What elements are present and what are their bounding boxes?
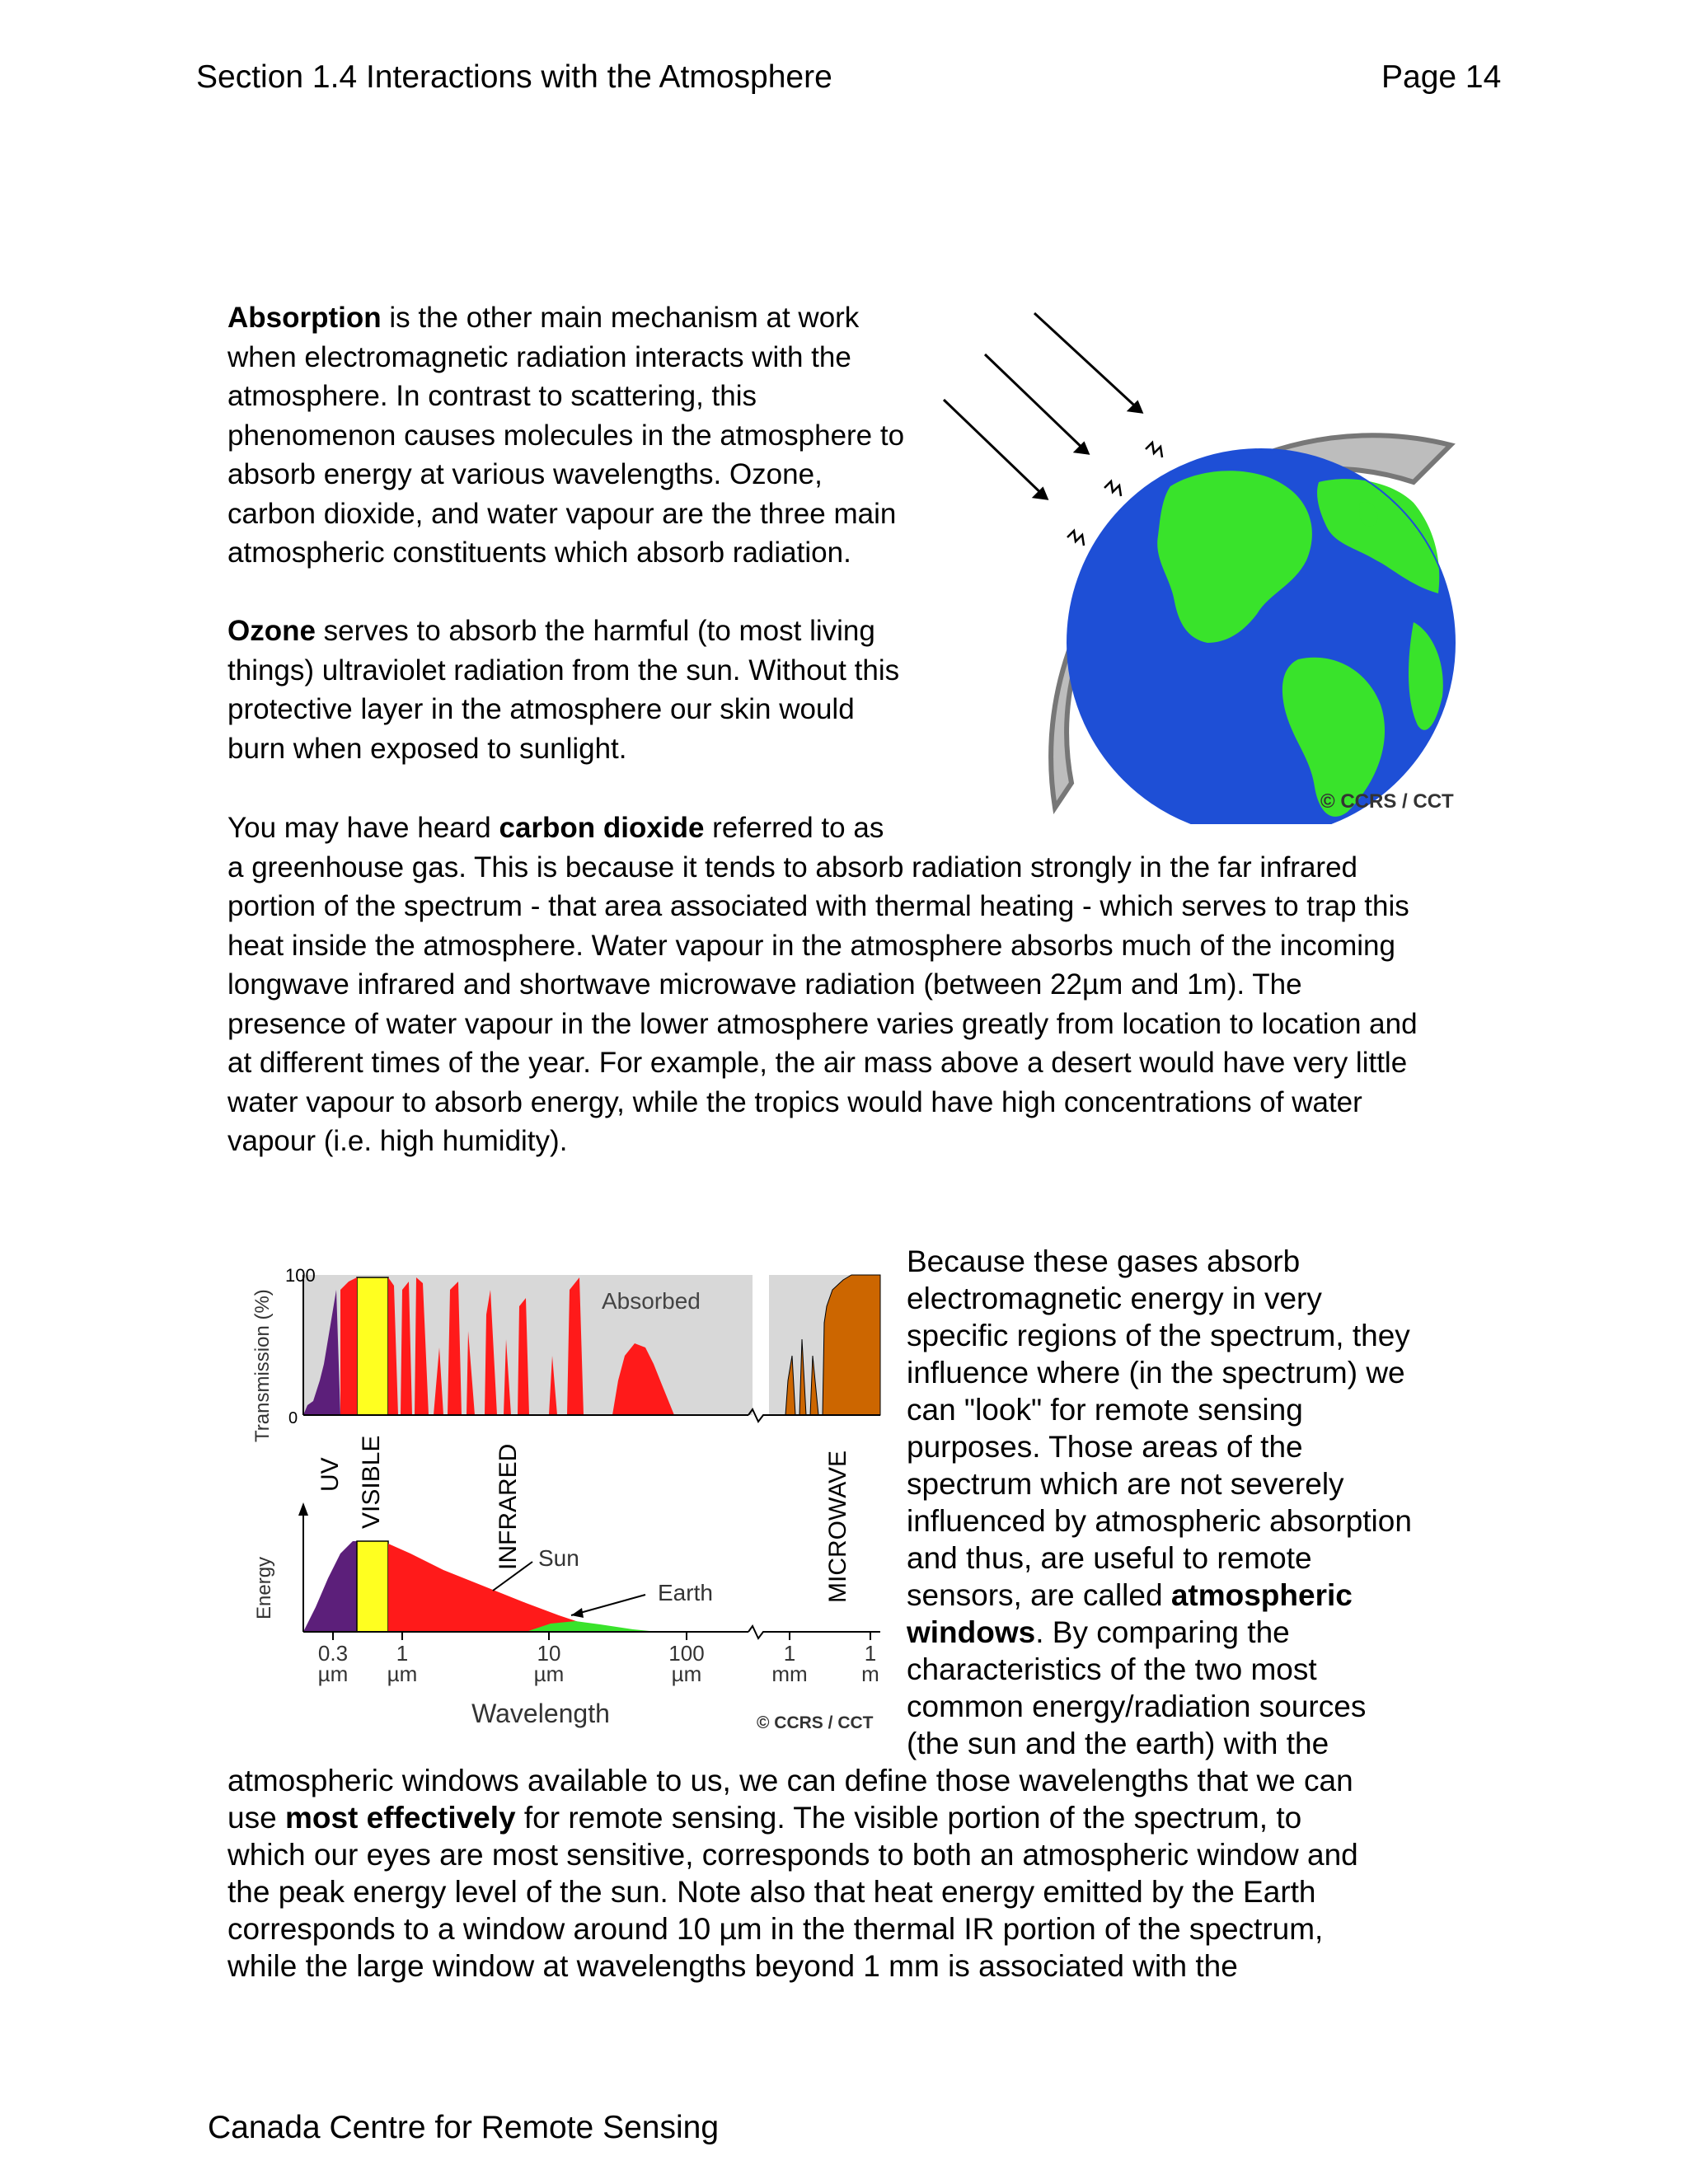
x-tick-unit: m — [861, 1661, 879, 1686]
windows-use-tail: for remote sensing. The visible portion of the spectrum, to — [515, 1801, 1302, 1835]
band-label-visible: VISIBLE — [358, 1435, 385, 1529]
windows-full-text — [227, 1762, 1358, 1985]
windows-line: and thus, are useful to remote — [907, 1541, 1312, 1575]
absorption-line: atmosphere. In contrast to scattering, this — [227, 380, 757, 412]
x-tick-unit: µm — [671, 1661, 702, 1686]
term-windows: windows — [907, 1615, 1036, 1649]
term-atmospheric: atmospheric — [1170, 1578, 1353, 1612]
co2-term: carbon dioxide — [499, 812, 705, 844]
ozone-line: things) ultraviolet radiation from the sun. Without this — [227, 654, 900, 687]
co2-line: at different times of the year. For example, the air mass above a desert would have very little — [227, 1047, 1408, 1079]
windows-line: influenced by atmospheric absorption — [907, 1504, 1412, 1538]
band-label-infrared: INFRARED — [495, 1443, 522, 1570]
sun-curve-visible — [357, 1541, 388, 1632]
y-axis-label-energy: Energy — [253, 1556, 275, 1619]
co2-tail: referred to as — [704, 812, 884, 844]
windows-full-line: atmospheric windows available to us, we can define those wavelengths that we can — [227, 1764, 1353, 1797]
absorption-line: is the other main mechanism at work — [381, 302, 860, 334]
term-most-effectively: most effectively — [284, 1801, 516, 1835]
absorption-paragraph — [227, 298, 904, 573]
windows-line-lead: sensors, are called — [907, 1578, 1171, 1612]
sun-label: Sun — [538, 1545, 579, 1571]
windows-line: electromagnetic energy in very — [907, 1282, 1322, 1315]
ozone-paragraph — [227, 612, 899, 768]
co2-line: water vapour to absorb energy, while the tropics would have high concentrations of water — [227, 1085, 1362, 1118]
x-tick-unit: µm — [317, 1661, 349, 1686]
x-tick-unit: mm — [771, 1661, 808, 1686]
ozone-line: serves to absorb the harmful (to most living — [315, 615, 875, 647]
absorption-line: when electromagnetic radiation interacts with the — [227, 340, 851, 373]
footer-organization: Canada Centre for Remote Sensing — [208, 2110, 720, 2145]
co2-line: heat inside the atmosphere. Water vapour in the atmosphere absorbs much of the incoming — [227, 929, 1395, 962]
x-tick-unit: µm — [533, 1661, 565, 1686]
co2-paragraph — [227, 808, 1418, 1161]
windows-full-line: corresponds to a window around 10 µm in the thermal IR portion of the spectrum, — [227, 1912, 1324, 1946]
spectrum-figure — [246, 1240, 889, 1751]
ozone-line: protective layer in the atmosphere our skin would — [227, 693, 855, 725]
earth-figure-credit: © CCRS / CCT — [1320, 790, 1454, 813]
absorption-term: Absorption — [227, 302, 382, 334]
co2-line: portion of the spectrum - that area associated with thermal heating - which serves to trap this — [227, 890, 1409, 922]
x-tick-top: 1 — [396, 1641, 409, 1666]
transmission-visible — [357, 1277, 388, 1415]
windows-full-line: while the large window at wavelengths beyond 1 mm is associated with the — [227, 1949, 1238, 1983]
windows-line: characteristics of the two most — [907, 1652, 1317, 1686]
band-label-uv: UV — [316, 1457, 344, 1492]
co2-line: longwave infrared and shortwave microwave radiation (between 22µm and 1m). The — [227, 968, 1302, 1001]
x-tick-unit: µm — [387, 1661, 418, 1686]
x-tick-labels — [318, 1641, 879, 1686]
absorption-line: carbon dioxide, and water vapour are the three main — [227, 497, 897, 530]
y-axis-label-transmission: Transmission (%) — [251, 1289, 274, 1442]
radiation-arrows — [944, 313, 1142, 499]
page-number: Page 14 — [1381, 59, 1502, 95]
windows-full-line: which our eyes are most sensitive, corresponds to both an atmospheric window and — [227, 1838, 1358, 1872]
absorption-line: phenomenon causes molecules in the atmosphere to — [227, 419, 905, 452]
co2-line: vapour (i.e. high humidity). — [227, 1125, 568, 1157]
windows-line: Because these gases absorb — [907, 1244, 1301, 1278]
spectrum-figure-credit: © CCRS / CCT — [757, 1713, 874, 1732]
x-tick-top: 10 — [537, 1641, 561, 1666]
sun-curve-uv — [303, 1541, 357, 1632]
windows-line: influence where (in the spectrum) we — [907, 1356, 1405, 1390]
x-tick-top: 0.3 — [317, 1641, 349, 1666]
windows-line: purposes. Those areas of the — [907, 1430, 1303, 1464]
absorbed-label: Absorbed — [602, 1288, 701, 1314]
section-title: Section 1.4 Interactions with the Atmosphere — [196, 59, 832, 95]
co2-lead: You may have heard — [227, 812, 499, 844]
x-axis-title: Wavelength — [471, 1699, 610, 1728]
y-tick-100: 100 — [285, 1265, 316, 1286]
ozone-term: Ozone — [227, 615, 316, 647]
windows-line: spectrum which are not severely — [907, 1467, 1344, 1501]
earth-atmosphere-figure — [931, 297, 1475, 824]
co2-line: a greenhouse gas. This is because it tends to absorb radiation strongly in the far infrared — [227, 851, 1357, 883]
windows-side-text — [907, 1243, 1484, 1762]
band-label-microwave: MICROWAVE — [824, 1451, 851, 1603]
y-tick-0: 0 — [288, 1409, 298, 1427]
absorption-line: absorb energy at various wavelengths. Ozone, — [227, 458, 823, 490]
x-tick-top: 1 — [783, 1641, 796, 1666]
windows-line: specific regions of the spectrum, they — [907, 1319, 1410, 1352]
co2-line: presence of water vapour in the lower atmosphere varies greatly from location to location and — [227, 1007, 1418, 1040]
windows-line: (the sun and the earth) with the — [907, 1727, 1329, 1760]
x-tick-top: 1 — [864, 1641, 877, 1666]
ozone-line: burn when exposed to sunlight. — [227, 732, 627, 765]
windows-line-tail: . By comparing the — [1035, 1615, 1290, 1649]
x-tick-top: 100 — [668, 1641, 705, 1666]
windows-line: can "look" for remote sensing — [907, 1393, 1303, 1427]
earth-label: Earth — [658, 1580, 713, 1605]
windows-use-lead: use — [227, 1801, 285, 1835]
windows-full-line: the peak energy level of the sun. Note also that heat energy emitted by the Earth — [227, 1875, 1316, 1909]
windows-line: common energy/radiation sources — [907, 1690, 1367, 1723]
absorption-line: atmospheric constituents which absorb radiation. — [227, 537, 851, 569]
